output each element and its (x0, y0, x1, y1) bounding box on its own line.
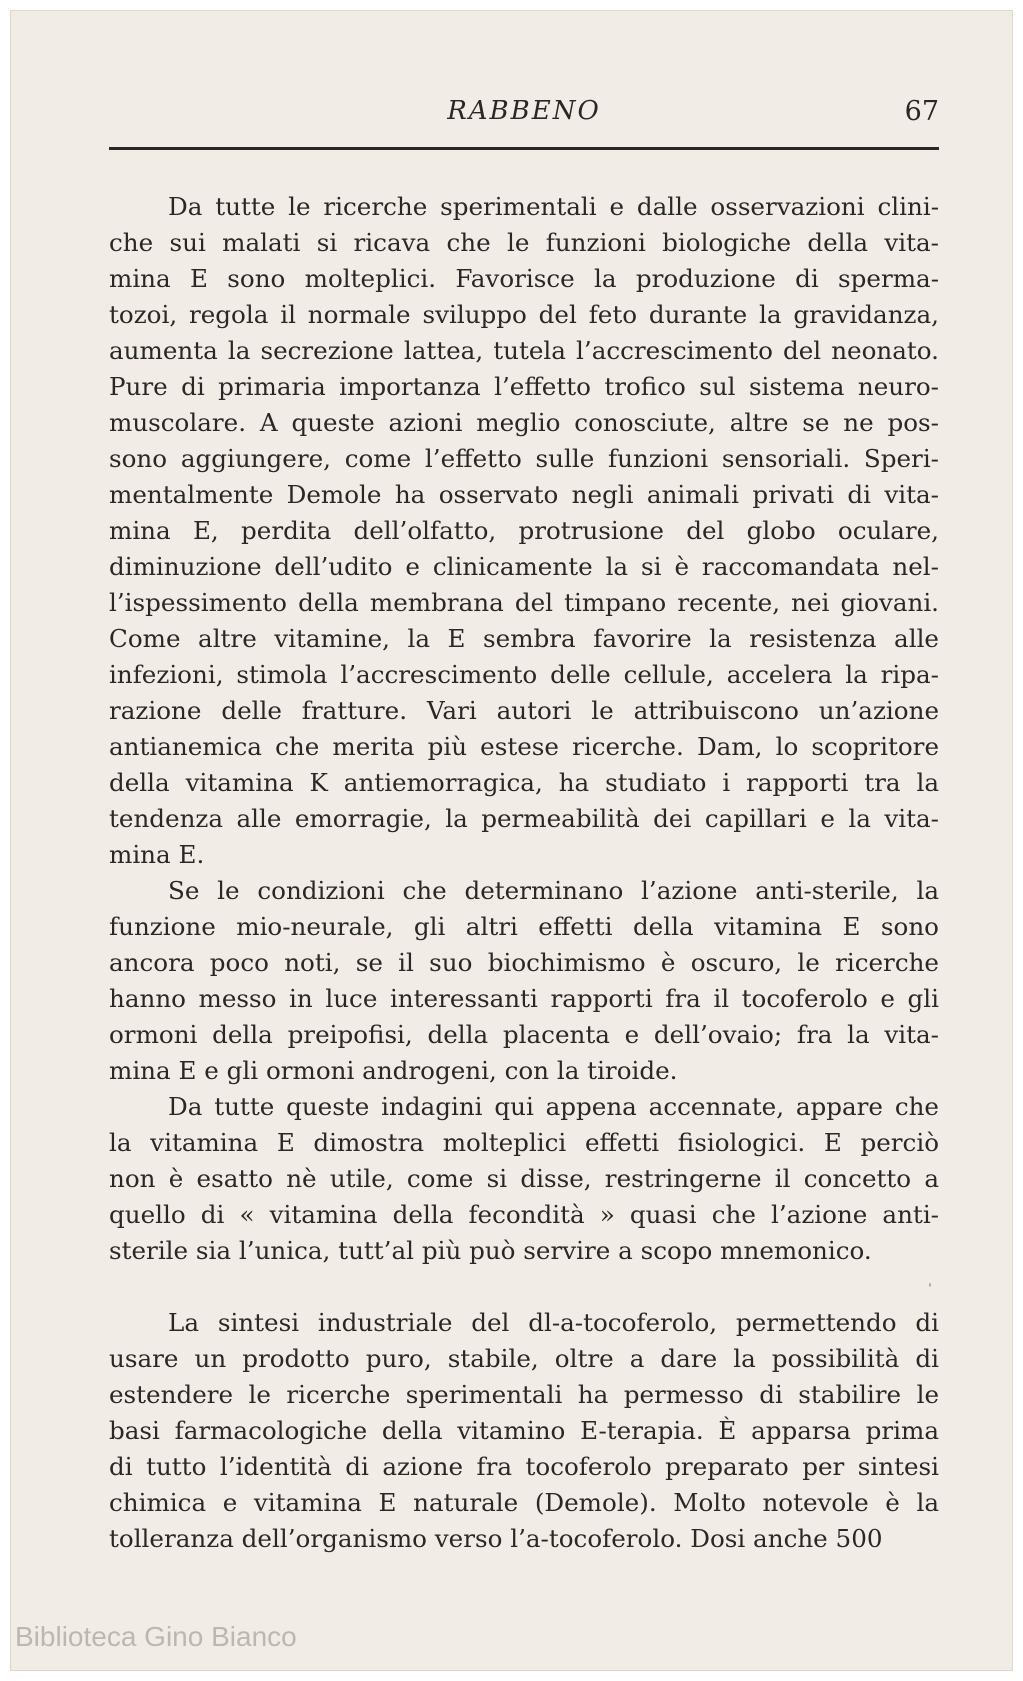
body-text (109, 189, 939, 1557)
text-line: razione delle fratture. Vari autori le attribuiscono un’azione (109, 696, 939, 725)
running-title: RABBENO (447, 96, 601, 126)
text-line: mina E sono molteplici. Favorisce la produzione di sperma- (109, 264, 939, 293)
paragraph-gap (109, 1269, 939, 1305)
text-line: Se le condizioni che determinano l’azione anti-sterile, la (168, 876, 939, 905)
text-line: ancora poco noti, se il suo biochimismo è oscuro, le ricerche (109, 948, 939, 977)
text-line: della vitamina K antiemorragica, ha studiato i rapporti tra la (109, 768, 939, 797)
text-line: Da tutte queste indagini qui appena accennate, appare che (168, 1092, 939, 1121)
text-line: l’ispessimento della membrana del timpano recente, nei giovani. (109, 588, 939, 617)
text-line: non è esatto nè utile, come si disse, restringerne il concetto a (109, 1164, 939, 1193)
text-line: antianemica che merita più estese ricerche. Dam, lo scopritore (109, 732, 939, 761)
text-line: tendenza alle emorragie, la permeabilità dei capillari e la vita- (109, 804, 939, 833)
text-line: mina E, perdita dell’olfatto, protrusione del globo oculare, (109, 516, 939, 545)
text-line: ormoni della preipofisi, della placenta e dell’ovaio; fra la vita- (109, 1020, 939, 1049)
book-page (10, 10, 1013, 1671)
header-rule (109, 147, 939, 150)
text-line: chimica e vitamina E naturale (Demole). Molto notevole è la (109, 1488, 939, 1517)
text-line: infezioni, stimola l’accrescimento delle cellule, accelera la ripa- (109, 660, 939, 689)
text-line: che sui malati si ricava che le funzioni biologiche della vita- (109, 228, 939, 257)
text-line: mentalmente Demole ha osservato negli animali privati di vita- (109, 480, 939, 509)
text-line: diminuzione dell’udito e clinicamente la si è raccomandata nel- (109, 552, 939, 581)
text-line: hanno messo in luce interessanti rapporti fra il tocoferolo e gli (109, 984, 939, 1013)
text-line: Da tutte le ricerche sperimentali e dalle osservazioni clini- (168, 192, 939, 221)
text-line: tolleranza dell’organismo verso l’a-tocoferolo. Dosi anche 500 (109, 1524, 883, 1553)
text-line: basi farmacologiche della vitamino E-terapia. È apparsa prima (109, 1416, 939, 1445)
paragraph (109, 189, 939, 873)
print-mark: ˌ (928, 1273, 932, 1289)
paragraph (109, 1089, 939, 1269)
text-line: mina E e gli ormoni androgeni, con la tiroide. (109, 1056, 678, 1085)
text-line: Pure di primaria importanza l’effetto trofico sul sistema neuro- (109, 372, 939, 401)
text-line: quello di « vitamina della fecondità » quasi che l’azione anti- (109, 1200, 939, 1229)
text-line: sono aggiungere, come l’effetto sulle funzioni sensoriali. Speri- (109, 444, 939, 473)
text-line: sterile sia l’unica, tutt’al più può servire a scopo mnemonico. (109, 1236, 872, 1265)
text-line: tozoi, regola il normale sviluppo del feto durante la gravidanza, (109, 300, 939, 329)
running-head (109, 96, 939, 140)
page-number: 67 (904, 96, 939, 127)
paragraph (109, 873, 939, 1089)
text-line: aumenta la secrezione lattea, tutela l’accrescimento del neonato. (109, 336, 939, 365)
text-line: di tutto l’identità di azione fra tocoferolo preparato per sintesi (109, 1452, 939, 1481)
paragraph (109, 1305, 939, 1557)
text-line: usare un prodotto puro, stabile, oltre a dare la possibilità di (109, 1344, 939, 1373)
text-line: la vitamina E dimostra molteplici effetti fisiologici. E perciò (109, 1128, 939, 1157)
watermark: Biblioteca Gino Bianco (15, 1621, 297, 1652)
text-line: La sintesi industriale del dl-a-tocoferolo, permettendo di (168, 1308, 939, 1337)
text-line: estendere le ricerche sperimentali ha permesso di stabilire le (109, 1380, 939, 1409)
text-line: mina E. (109, 840, 205, 869)
text-line: muscolare. A queste azioni meglio conosciute, altre se ne pos- (109, 408, 939, 437)
text-line: funzione mio-neurale, gli altri effetti della vitamina E sono (109, 912, 939, 941)
text-line: Come altre vitamine, la E sembra favorire la resistenza alle (109, 624, 939, 653)
